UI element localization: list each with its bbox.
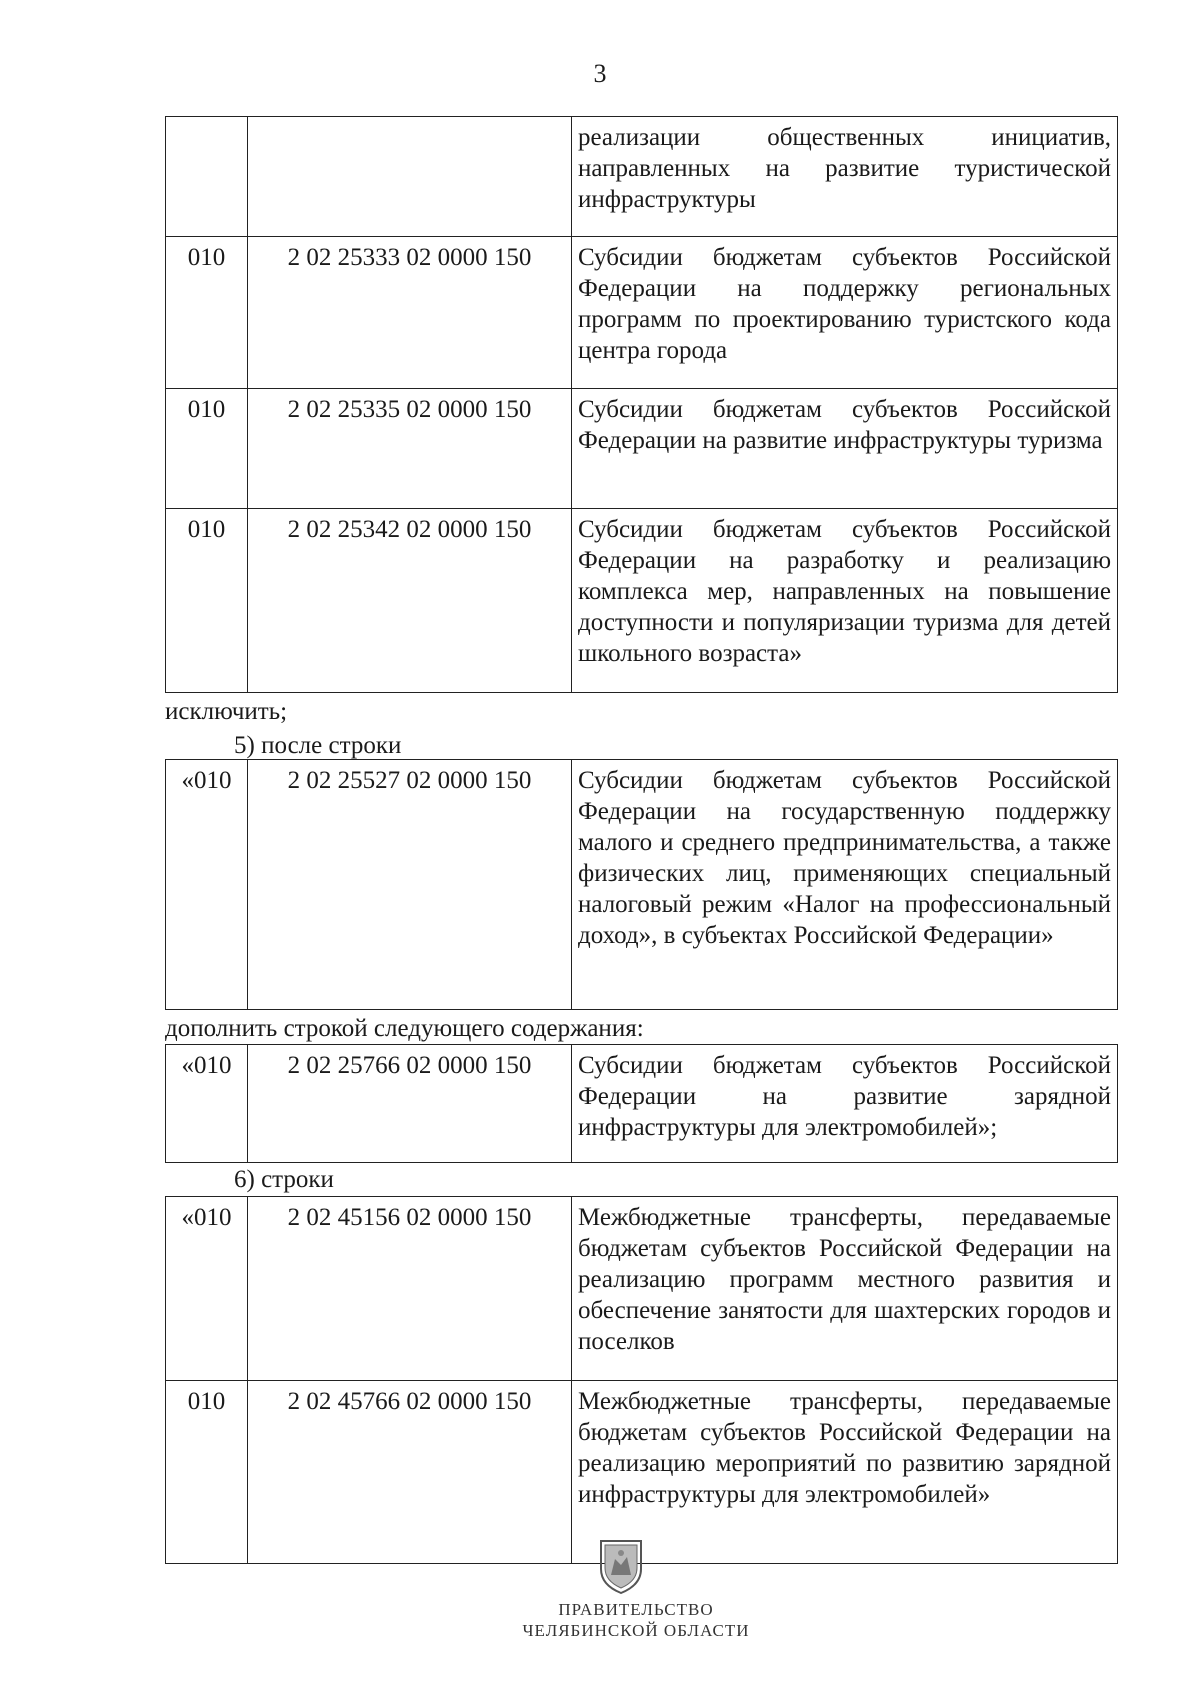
table-row — [166, 760, 1118, 1010]
kbk-code-cell: 2 02 45156 02 0000 150 — [248, 1197, 572, 1381]
admin-code-cell — [166, 117, 248, 237]
revenue-name-cell: Межбюджетные трансферты, передаваемые бюджетам субъектов Российской Федерации на реализацию программ местного развития и обеспечение занятости для шахтерских городов и поселков — [572, 1197, 1118, 1381]
admin-code-cell: «010 — [166, 1045, 248, 1163]
revenue-name-cell: реализации общественных инициатив, направленных на развитие туристической инфраструктуры — [572, 117, 1118, 237]
revenue-name-cell: Субсидии бюджетам субъектов Российской Федерации на развитие инфраструктуры туризма — [572, 389, 1118, 509]
page-number: 3 — [593, 59, 607, 88]
table-row — [166, 389, 1118, 509]
revenue-name-cell: Межбюджетные трансферты, передаваемые бюджетам субъектов Российской Федерации на реализацию мероприятий по развитию зарядной инфраструктуры для электромобилей» — [572, 1381, 1118, 1564]
admin-code-cell: 010 — [166, 237, 248, 389]
revenue-name-cell: Субсидии бюджетам субъектов Российской Федерации на поддержку региональных программ по проектированию туристского кода центра города — [572, 237, 1118, 389]
item-5-heading: 5) после строки — [234, 732, 402, 759]
item-6-heading: 6) строки — [234, 1166, 334, 1193]
kbk-code-cell: 2 02 25335 02 0000 150 — [248, 389, 572, 509]
continuation-table — [165, 116, 1118, 693]
kbk-code-cell: 2 02 25766 02 0000 150 — [248, 1045, 572, 1163]
stamp-caption-line-1: ПРАВИТЕЛЬСТВО — [558, 1600, 714, 1619]
admin-code-cell: 010 — [166, 389, 248, 509]
coat-of-arms-icon — [595, 1535, 647, 1595]
exclude-text: исключить; — [165, 698, 288, 725]
table-row — [166, 1197, 1118, 1381]
revenue-name-cell: Субсидии бюджетам субъектов Российской Федерации на государственную поддержку малого и среднего предпринимательства, а также физических лиц, применяющих специальный налоговый режим «Налог на профессиональный доход», в субъектах Российской Федерации» — [572, 760, 1118, 1010]
admin-code-cell: «010 — [166, 760, 248, 1010]
revenue-name-cell: Субсидии бюджетам субъектов Российской Федерации на разработку и реализацию комплекса мер, направленных на повышение доступности и популяризации туризма для детей школьного возраста» — [572, 509, 1118, 693]
kbk-code-cell — [248, 117, 572, 237]
table-row — [166, 117, 1118, 237]
admin-code-cell: 010 — [166, 509, 248, 693]
kbk-code-cell: 2 02 45766 02 0000 150 — [248, 1381, 572, 1564]
kbk-code-cell: 2 02 25527 02 0000 150 — [248, 760, 572, 1010]
kbk-code-cell: 2 02 25342 02 0000 150 — [248, 509, 572, 693]
stamp-caption-line-2: ЧЕЛЯБИНСКОЙ ОБЛАСТИ — [522, 1621, 750, 1640]
admin-code-cell: 010 — [166, 1381, 248, 1564]
after-row-table — [165, 759, 1118, 1010]
supplement-text: дополнить строкой следующего содержания: — [165, 1015, 644, 1042]
revenue-name-cell: Субсидии бюджетам субъектов Российской Федерации на развитие зарядной инфраструктуры для электромобилей»; — [572, 1045, 1118, 1163]
kbk-code-cell: 2 02 25333 02 0000 150 — [248, 237, 572, 389]
table-row — [166, 1045, 1118, 1163]
table-row — [166, 237, 1118, 389]
admin-code-cell: «010 — [166, 1197, 248, 1381]
table-row — [166, 509, 1118, 693]
rows-6-table — [165, 1196, 1118, 1564]
new-row-table — [165, 1044, 1118, 1163]
